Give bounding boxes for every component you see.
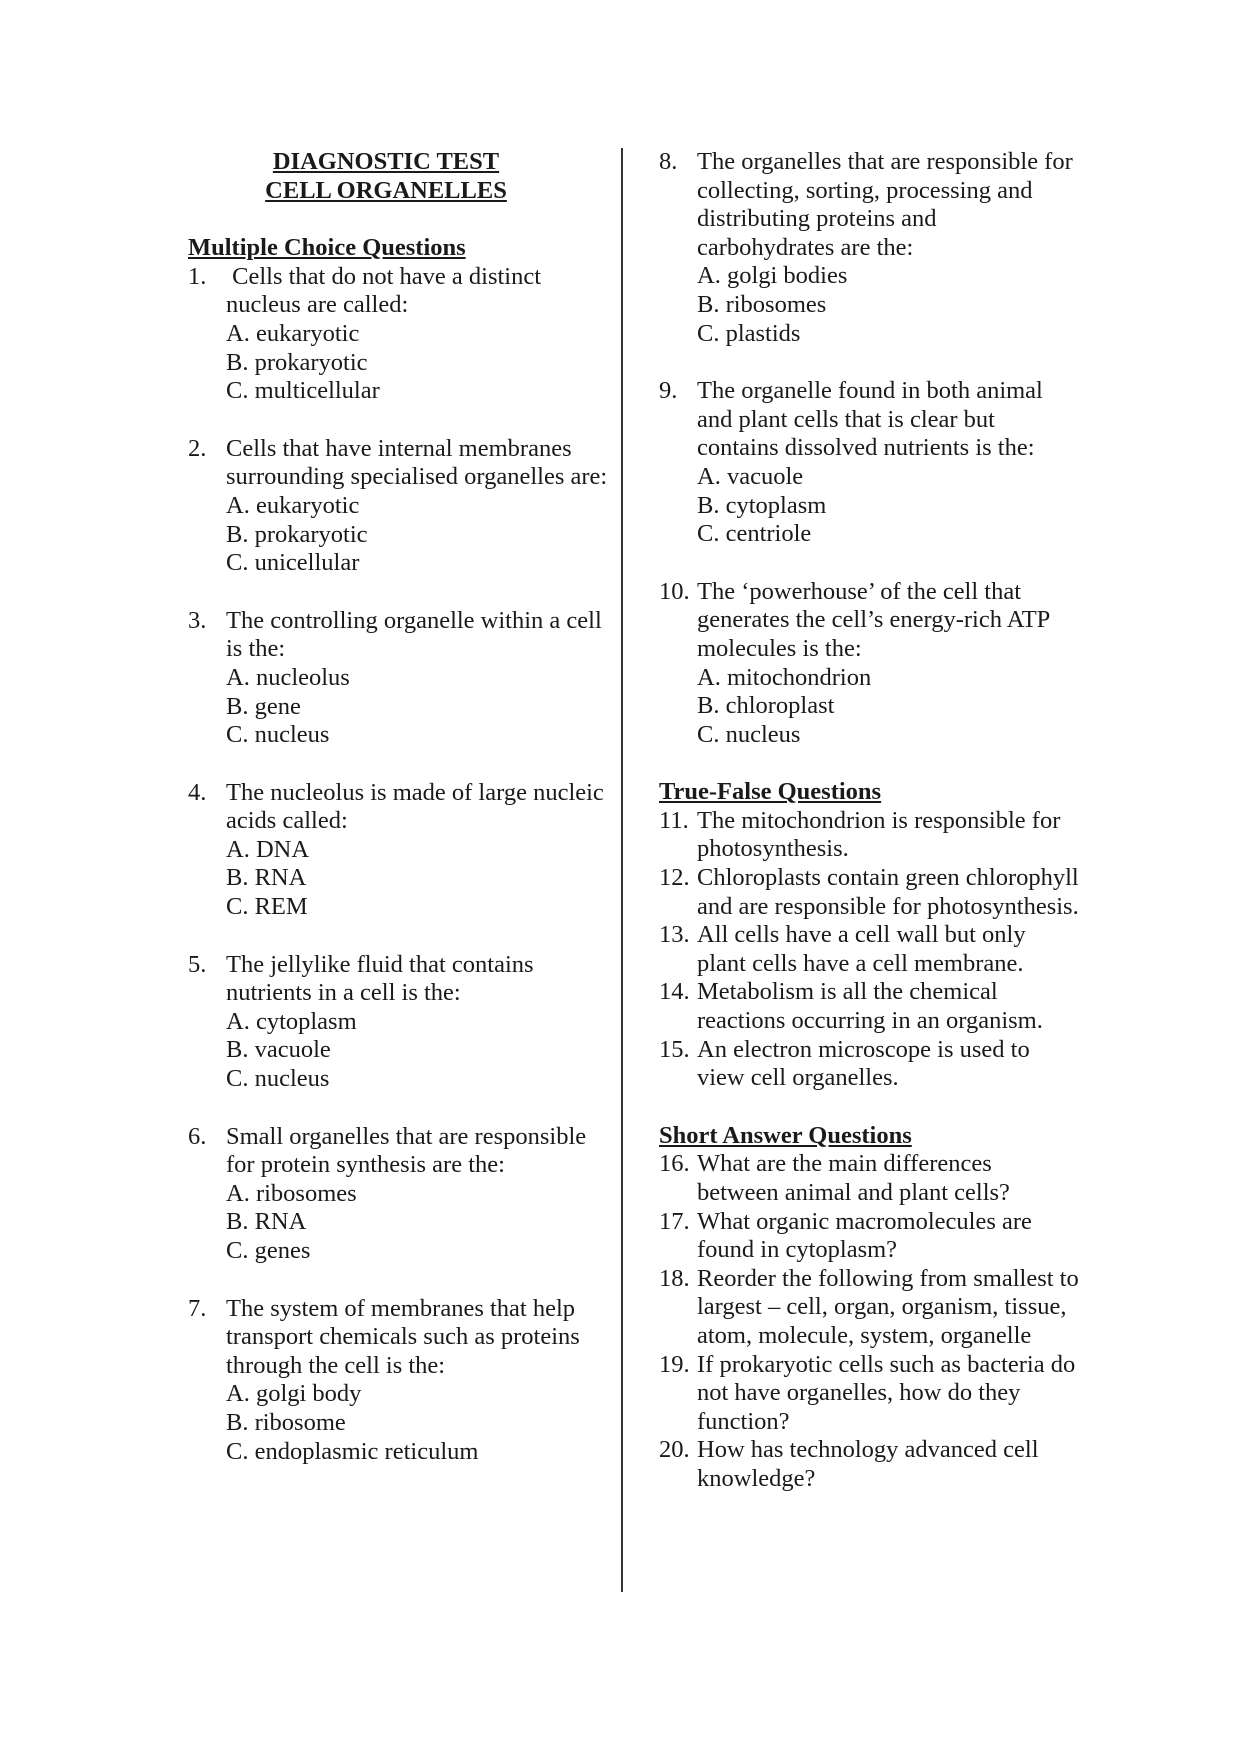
question-stem: The jellylike fluid that contains nutrients in a cell is the:	[226, 950, 534, 1007]
question-6: 6. Small organelles that are responsible for protein synthesis are the: A. ribosomes B. RNA C. genes	[188, 1123, 608, 1266]
question-stem: Cells that do not have a distinct nucleus are called:	[226, 262, 548, 319]
option-a: A. nucleolus	[226, 663, 350, 691]
question-9: 9. The organelle found in both animal and plant cells that is clear but contains dissolved nutrients is the: A. vacuole B. cytoplasm C. centriole	[659, 377, 1079, 549]
question-20: 20. How has technology advanced cell knowledge?	[659, 1436, 1079, 1493]
option-c: C. nucleus	[226, 1065, 330, 1093]
question-text: What organic macromolecules are found in cytoplasm?	[697, 1207, 1032, 1264]
option-a: A. mitochondrion	[697, 663, 872, 691]
option-c: C. REM	[226, 893, 308, 921]
option-c: C. endoplasmic reticulum	[226, 1437, 479, 1465]
question-text: Chloroplasts contain green chlorophyll and are responsible for photosynthesis.	[697, 864, 1079, 920]
right-column	[659, 148, 1079, 1494]
option-a: A. cytoplasm	[226, 1007, 357, 1035]
option-b: B. ribosomes	[697, 290, 827, 318]
option-b: B. RNA	[226, 864, 307, 892]
option-c: C. multicellular	[226, 377, 380, 405]
option-c: C. unicellular	[226, 549, 360, 577]
option-a: A. ribosomes	[226, 1179, 357, 1207]
column-divider	[621, 148, 623, 1592]
option-b: B. prokaryotic	[226, 520, 368, 548]
option-b: B. gene	[226, 692, 301, 720]
question-stem: The system of membranes that help transport chemicals such as proteins through the cell is the:	[226, 1294, 580, 1379]
option-b: B. chloroplast	[697, 692, 835, 720]
section-heading-multiple-choice: Multiple Choice Questions	[188, 234, 466, 262]
option-c: C. nucleus	[697, 720, 801, 748]
question-1: 1. Cells that do not have a distinct nucleus are called: A. eukaryotic B. prokaryotic C. multicellular	[188, 263, 608, 406]
option-a: A. golgi body	[226, 1380, 362, 1408]
option-a: A. DNA	[226, 835, 310, 863]
option-a: A. vacuole	[697, 462, 804, 490]
option-c: C. plastids	[697, 319, 801, 347]
question-text: What are the main differences between animal and plant cells?	[697, 1150, 1010, 1206]
option-a: A. eukaryotic	[226, 491, 360, 519]
section-heading-true-false: True-False Questions	[659, 778, 882, 806]
question-text: All cells have a cell wall but only plant cells have a cell membrane.	[697, 921, 1026, 977]
option-c: C. genes	[226, 1237, 311, 1264]
section-heading-short-answer: Short Answer Questions	[659, 1121, 912, 1149]
question-text: An electron microscope is used to view cell organelles.	[697, 1035, 1030, 1092]
question-13: 13. All cells have a cell wall but only plant cells have a cell membrane.	[659, 921, 1079, 978]
question-15: 15. An electron microscope is used to view cell organelles.	[659, 1036, 1079, 1093]
question-14: 14. Metabolism is all the chemical reactions occurring in an organism.	[659, 978, 1079, 1035]
question-19: 19. If prokaryotic cells such as bacteria do not have organelles, how do they function?	[659, 1351, 1079, 1437]
question-11: 11. The mitochondrion is responsible for photosynthesis.	[659, 807, 1079, 864]
option-b: B. cytoplasm	[697, 491, 827, 519]
question-text: Metabolism is all the chemical reactions occurring in an organism.	[697, 978, 1043, 1035]
question-3: 3. The controlling organelle within a cell is the: A. nucleolus B. gene C. nucleus	[188, 607, 608, 750]
question-17: 17. What organic macromolecules are found in cytoplasm?	[659, 1208, 1079, 1265]
question-stem: Small organelles that are responsible for protein synthesis are the:	[226, 1122, 587, 1179]
option-b: B. vacuole	[226, 1036, 331, 1064]
question-text: Reorder the following from smallest to largest – cell, organ, organism, tissue, atom, molecule, system, organelle	[697, 1264, 1079, 1349]
title-line-2: CELL ORGANELLES	[265, 176, 507, 204]
question-12: 12. Chloroplasts contain green chlorophyll and are responsible for photosynthesis.	[659, 864, 1079, 920]
option-b: B. prokaryotic	[226, 348, 368, 376]
question-4: 4. The nucleolus is made of large nucleic acids called: A. DNA B. RNA C. REM	[188, 779, 608, 922]
question-10: 10. The ‘powerhouse’ of the cell that generates the cell’s energy-rich ATP molecules is the: A. mitochondrion B. chloroplast C. nucleus	[659, 578, 1079, 750]
title-line-1: DIAGNOSTIC TEST	[272, 148, 500, 175]
question-8: 8. The organelles that are responsible for collecting, sorting, processing and distributing proteins and carbohydrates are the: A. golgi bodies B. ribosomes C. plastids	[659, 148, 1079, 348]
option-a: A. golgi bodies	[697, 262, 848, 290]
question-text: The mitochondrion is responsible for photosynthesis.	[697, 806, 1061, 863]
question-stem: The organelles that are responsible for collecting, sorting, processing and distributing proteins and carbohydrates are the:	[697, 148, 1073, 261]
question-5: 5. The jellylike fluid that contains nutrients in a cell is the: A. cytoplasm B. vacuole C. nucleus	[188, 951, 608, 1094]
document-title	[188, 148, 584, 205]
question-stem: The controlling organelle within a cell is the:	[226, 606, 602, 663]
question-2: 2. Cells that have internal membranes surrounding specialised organelles are: A. eukaryotic B. prokaryotic C. unicellular	[188, 434, 608, 577]
question-stem: The organelle found in both animal and plant cells that is clear but contains dissolved nutrients is the:	[697, 377, 1043, 462]
left-column	[188, 148, 608, 1466]
question-stem: Cells that have internal membranes surrounding specialised organelles are:	[226, 434, 608, 491]
question-text: If prokaryotic cells such as bacteria do not have organelles, how do they function?	[697, 1350, 1076, 1435]
option-c: C. nucleus	[226, 721, 330, 749]
option-b: B. ribosome	[226, 1408, 346, 1436]
question-stem: The nucleolus is made of large nucleic acids called:	[226, 778, 604, 835]
question-18: 18. Reorder the following from smallest to largest – cell, organ, organism, tissue, atom, molecule, system, organelle	[659, 1264, 1079, 1349]
question-text: How has technology advanced cell knowledge?	[697, 1436, 1039, 1492]
question-stem: The ‘powerhouse’ of the cell that generates the cell’s energy-rich ATP molecules is the:	[697, 577, 1050, 662]
option-c: C. centriole	[697, 520, 812, 548]
question-7: 7. The system of membranes that help transport chemicals such as proteins through the cell is the: A. golgi body B. ribosome C. endoplasmic reticulum	[188, 1295, 608, 1467]
option-a: A. eukaryotic	[226, 319, 360, 347]
option-b: B. RNA	[226, 1208, 307, 1236]
question-16: 16. What are the main differences between animal and plant cells?	[659, 1150, 1079, 1207]
